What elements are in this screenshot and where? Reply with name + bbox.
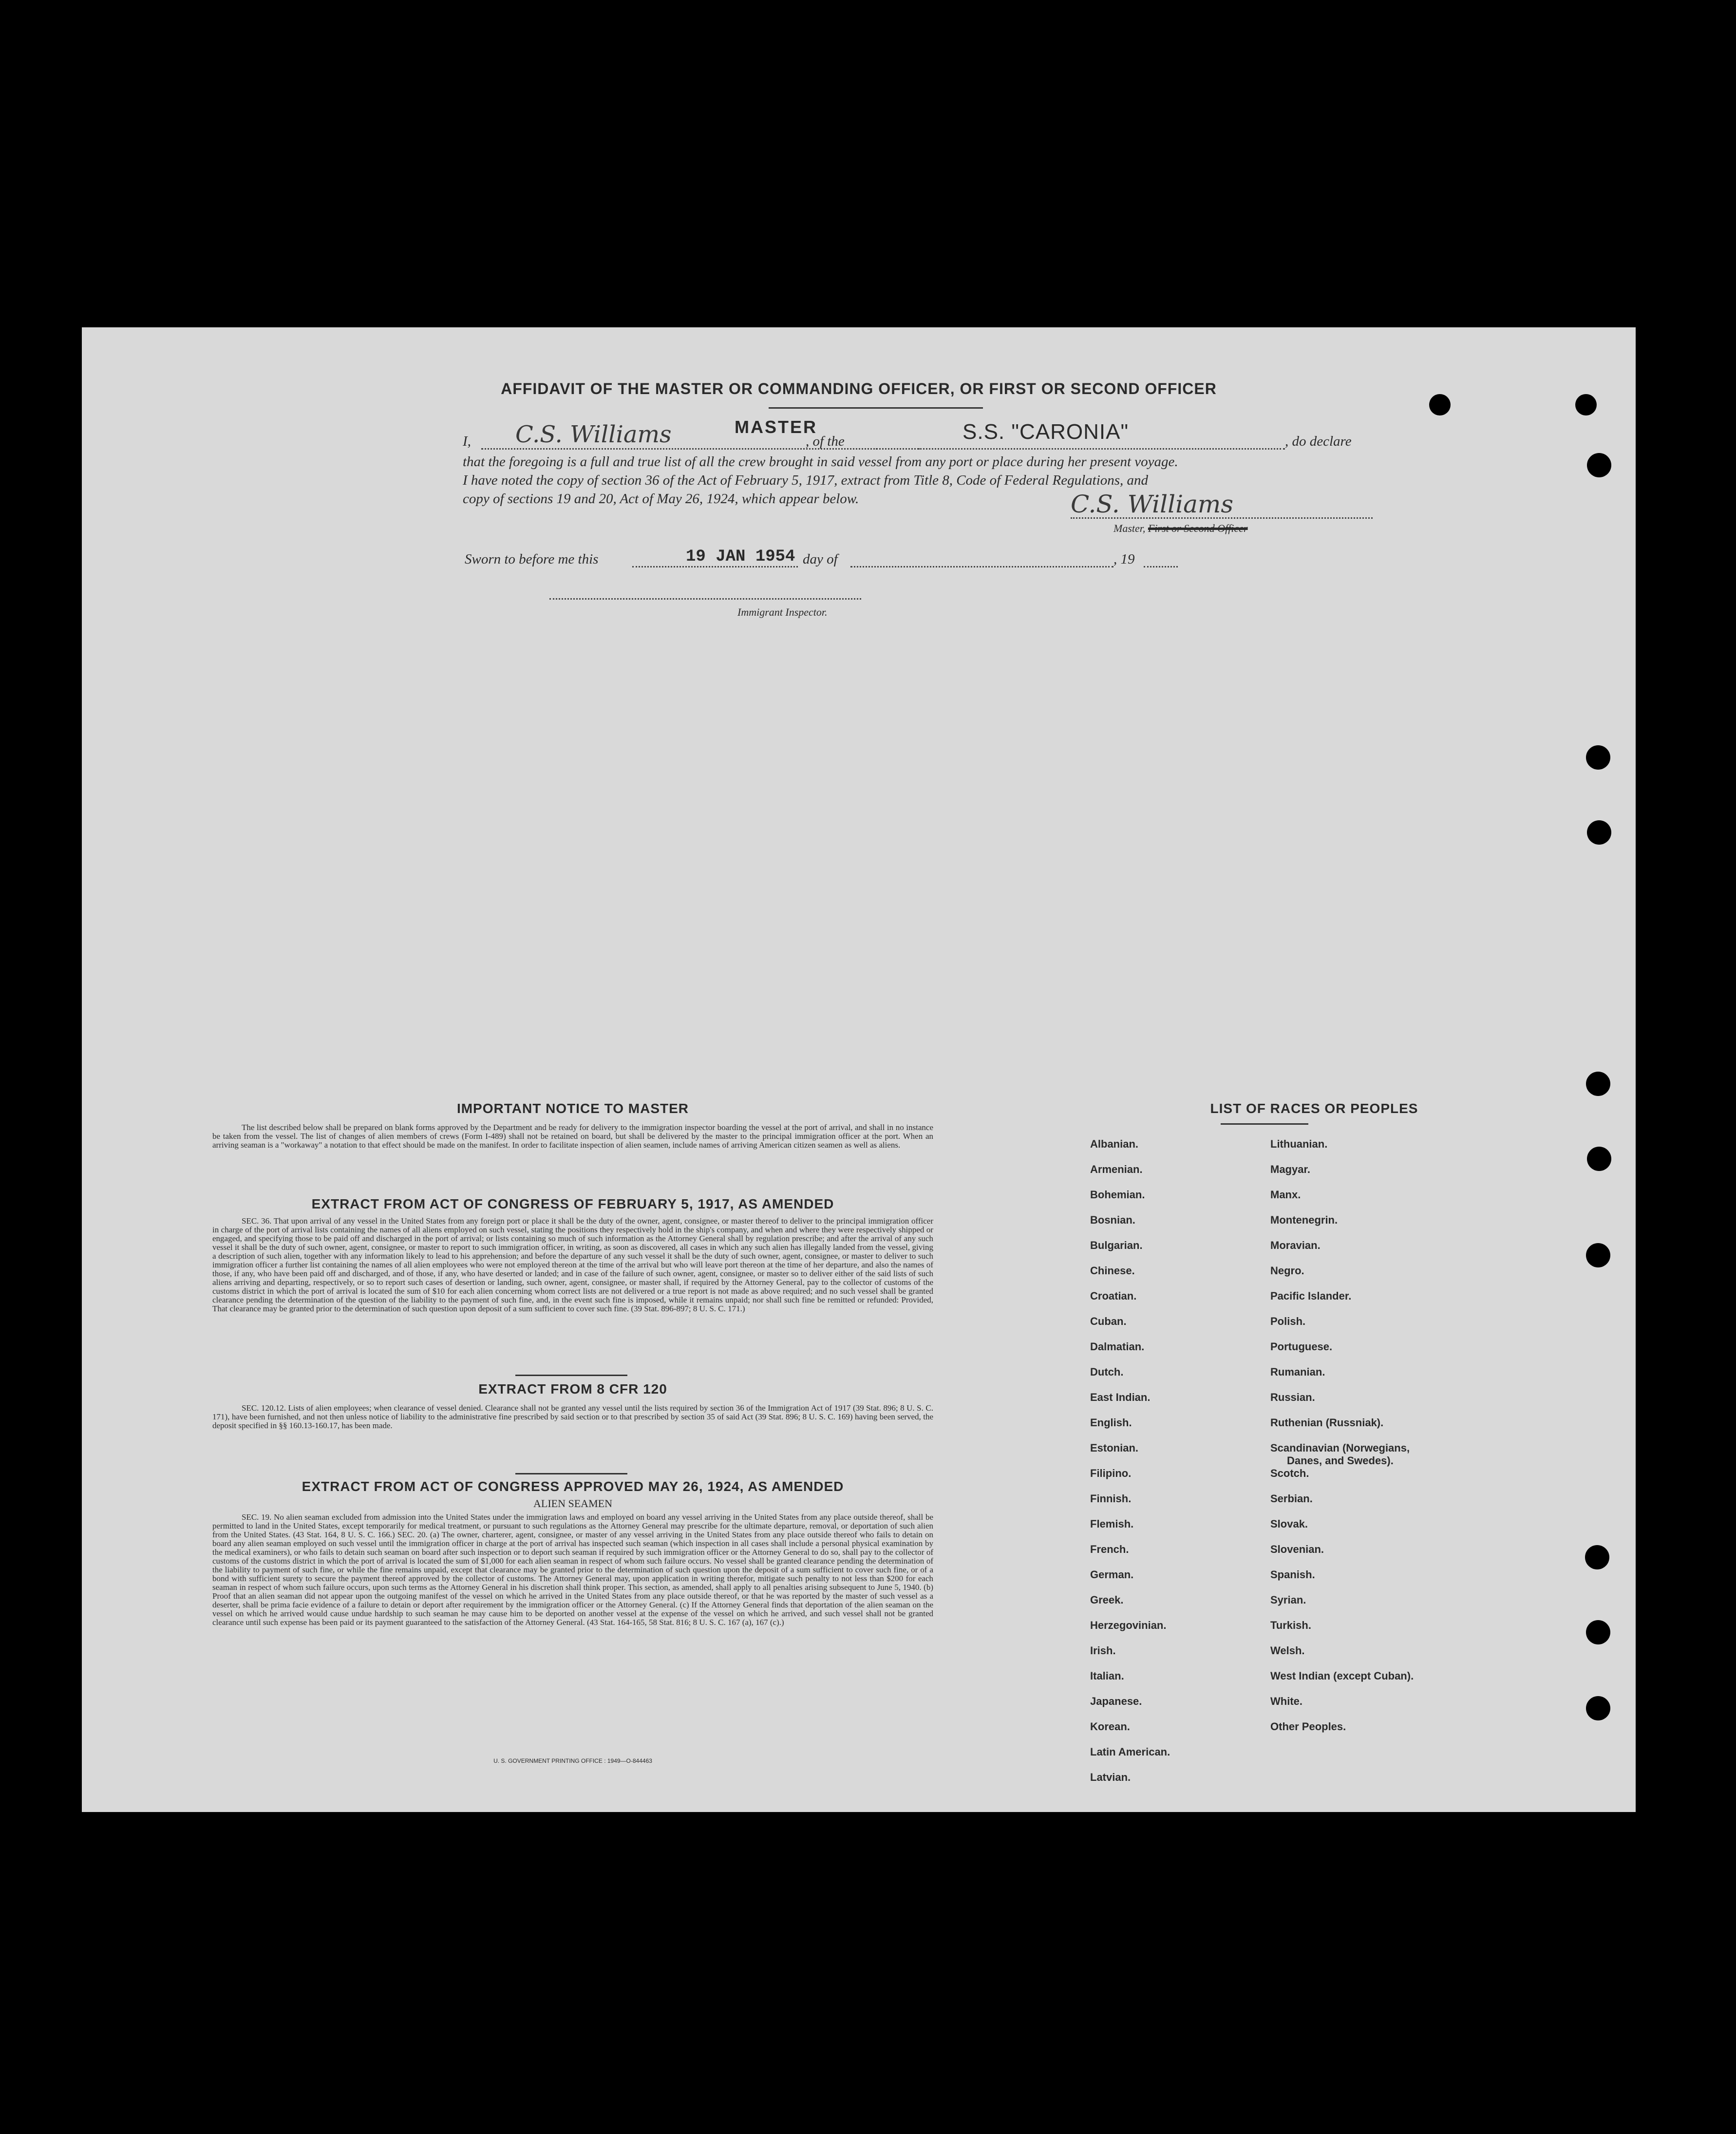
race-item: Japanese. xyxy=(1090,1695,1142,1707)
race-item: Rumanian. xyxy=(1270,1366,1325,1378)
signer-blank xyxy=(481,448,920,450)
race-item: French. xyxy=(1090,1543,1129,1555)
race-item: Russian. xyxy=(1270,1391,1315,1403)
vessel-name: S.S. "CARONIA" xyxy=(962,420,1129,444)
race-item: Portuguese. xyxy=(1270,1341,1333,1353)
inspector-caption: Immigrant Inspector. xyxy=(737,606,828,618)
race-item: Turkish. xyxy=(1270,1619,1311,1631)
race-item: West Indian (except Cuban). xyxy=(1270,1670,1414,1682)
races-title: LIST OF RACES OR PEOPLES xyxy=(1210,1101,1418,1116)
of-the-label: , of the xyxy=(806,434,845,449)
race-item: Estonian. xyxy=(1090,1442,1139,1454)
document-page xyxy=(82,327,1636,1812)
race-item: Moravian. xyxy=(1270,1239,1321,1251)
vessel-blank xyxy=(876,448,1285,450)
signer-handwritten: C.S. Williams xyxy=(515,421,672,448)
punch-hole xyxy=(1587,820,1611,845)
sworn-date-blank xyxy=(632,566,798,567)
extract-cfr-text: SEC. 120.12. Lists of alien employees; when clearance of vessel denied. Clearance shall not be granted any vessel until the lists required by section 36 of the Immigration Act of 1917 (39 Stat. 896; 8 U. S. C. 171), have been furnished, and not then unless notice of liability to the administrative fine prescribed by said section or to that prescribed by section 35 of said Act (39 Stat. 896; 8 U. S. C. 169) having been served, the deposit specified in §§ 160.13-160.17, has been made. xyxy=(212,1403,933,1430)
extract-1924-title: EXTRACT FROM ACT OF CONGRESS APPROVED MAY 26, 1924, AS AMENDED xyxy=(302,1479,844,1494)
race-item: Polish. xyxy=(1270,1315,1306,1327)
race-item: Filipino. xyxy=(1090,1467,1132,1479)
punch-hole xyxy=(1586,1696,1610,1720)
notice-text: The list described below shall be prepared on blank forms approved by the Department and be ready for delivery to the immigration inspector boarding the vessel at the port of arrival, and shall in no instance be taken from the vessel. The list of changes of alien members of crews (Form I-489) shall not be retained on board, but shall be delivered by the master to the principal immigration officer at the port. When an arriving seaman is a "workaway" a notation to that effect should be made on the manifest. In order to facilitate inspection of alien seamen, include names of arriving American citizen seamen as well as aliens. xyxy=(212,1123,933,1150)
race-item: Flemish. xyxy=(1090,1518,1134,1530)
sworn-date-stamp: 19 JAN 1954 xyxy=(686,548,795,566)
signature-line xyxy=(1071,517,1373,519)
punch-hole xyxy=(1586,1072,1610,1096)
race-item: Korean. xyxy=(1090,1720,1130,1733)
race-item: Ruthenian (Russniak). xyxy=(1270,1416,1384,1429)
race-item: Negro. xyxy=(1270,1265,1304,1277)
day-of-label: day of xyxy=(803,551,838,567)
affidavit-title: AFFIDAVIT OF THE MASTER OR COMMANDING OFFICER, OR FIRST OR SECOND OFFICER xyxy=(501,380,1217,397)
races-divider xyxy=(1221,1123,1308,1125)
rank-stamp: MASTER xyxy=(735,417,817,437)
race-item: German. xyxy=(1090,1568,1134,1581)
race-item: Latvian. xyxy=(1090,1771,1131,1783)
divider xyxy=(515,1473,627,1474)
punch-hole xyxy=(1586,1243,1610,1267)
race-item: Bosnian. xyxy=(1090,1214,1135,1226)
title-divider xyxy=(769,407,983,409)
month-blank xyxy=(850,566,1113,567)
race-item: Chinese. xyxy=(1090,1265,1135,1277)
race-item: Dutch. xyxy=(1090,1366,1124,1378)
punch-hole xyxy=(1586,745,1610,770)
affidavit-line4: copy of sections 19 and 20, Act of May 26, 1924, which appear below. xyxy=(463,491,859,507)
signature-caption xyxy=(1113,522,1248,535)
do-declare-label: , do declare xyxy=(1285,434,1352,449)
extract-1924-subtitle: ALIEN SEAMEN xyxy=(533,1497,612,1510)
race-item: Magyar. xyxy=(1270,1163,1310,1175)
race-item: Greek. xyxy=(1090,1594,1124,1606)
race-item: Croatian. xyxy=(1090,1290,1137,1302)
race-item: Slovenian. xyxy=(1270,1543,1324,1555)
divider xyxy=(515,1375,627,1376)
race-item: Lithuanian. xyxy=(1270,1138,1328,1150)
extract-1924-text: SEC. 19. No alien seaman excluded from admission into the United States under the immigration laws and employed on board any vessel arriving in the United States from any place outside thereof, shall be permitted to land in the United States, except temporarily for medical treatment, or pursuant to such regulations as the Attorney General may prescribe for the ultimate departure, removal, or deportation of such alien from the United States. (43 Stat. 164, 8 U. S. C. 166.) SEC. 20. (a) The owner, charterer, agent, consignee, or master of any vessel arriving in the United States from any place outside thereof who fails to detain on board any alien seaman employed on such vessel until the immigration officer in charge at the port of arrival has inspected such seaman (which inspection in all cases shall include a personal physical examination by the medical examiners), or who fails to detain such seaman on board after such inspection or to deport such seaman if required by such immigration officer or the Attorney General to do so, shall pay to the collector of customs of the customs district in which the port of arrival is located the sum of $1,000 for each alien seaman in respect of whom such failure occurs. No vessel shall be granted clearance pending the determination of the liability to payment of such fine, or while the fine remains unpaid, except that clearance may be granted prior to the determination of such question upon the deposit of a sum sufficient to cover such fine, or of a bond with sufficient surety to secure the payment thereof approved by the collector of customs. The Attorney General may, upon application in writing therefor, mitigate such penalty to not less than $200 for each seaman in respect of whom such failure occurs, upon such terms as the Attorney General in his discretion shall think proper. This section, as amended, shall apply to all penalties arising subsequent to June 5, 1940. (b) Proof that an alien seaman did not appear upon the outgoing manifest of the vessel on which he arrived in the United States from any place outside thereof, or that he was reported by the master of such vessel as a deserter, shall be prima facie evidence of a failure to detain or deport after requirement by the immigration officer or the Attorney General. (c) If the Attorney General finds that deportation of the alien seaman on the vessel on which he arrived would cause undue hardship to such seaman he may cause him to be deported on another vessel at the expense of the vessel on which he arrived, and such vessel shall not be granted clearance until such expense has been paid or its payment guaranteed to the satisfaction of the Attorney General. (43 Stat. 164-165, 58 Stat. 816; 8 U. S. C. 167 (a), 167 (c).) xyxy=(212,1512,933,1627)
signature-caption-struck: First or Second Officer xyxy=(1148,522,1248,534)
race-item: Slovak. xyxy=(1270,1518,1308,1530)
race-item: Latin American. xyxy=(1090,1746,1170,1758)
race-item: Dalmatian. xyxy=(1090,1341,1145,1353)
race-item: Cuban. xyxy=(1090,1315,1127,1327)
extract-cfr-title: EXTRACT FROM 8 CFR 120 xyxy=(478,1381,667,1397)
race-item: Serbian. xyxy=(1270,1492,1313,1505)
race-item: Danes, and Swedes). xyxy=(1287,1454,1394,1467)
race-item: Montenegrin. xyxy=(1270,1214,1338,1226)
notice-title: IMPORTANT NOTICE TO MASTER xyxy=(456,1101,689,1116)
punch-hole xyxy=(1587,453,1611,477)
race-item: Other Peoples. xyxy=(1270,1720,1346,1733)
race-item: Albanian. xyxy=(1090,1138,1139,1150)
punch-hole xyxy=(1586,1620,1610,1644)
race-item: Irish. xyxy=(1090,1644,1116,1657)
race-item: English. xyxy=(1090,1416,1132,1429)
extract-1917-text: SEC. 36. That upon arrival of any vessel in the United States from any foreign port or place it shall be the duty of the owner, agent, consignee, or master thereof to deliver to the principal immigration officer in charge of the port of arrival lists containing the names of all aliens employed on such vessel, stating the positions they respectively hold in the ship's company, and when and where they were respectively shipped or engaged, and specifying those to be paid off and discharged in the port of arrival; or lists containing so much of such information as the Attorney General shall by regulation prescribe; and after the arrival of any such vessel it shall be the duty of such owner, agent, consignee, or master to report to such immigration officer, in writing, as soon as discovered, all cases in which any such alien has illegally landed from the vessel, giving a description of such alien, together with any information likely to lead to his apprehension; and before the departure of any such vessel it shall be the duty of such owner, agent, consignee, or master to deliver to such immigration officer a further list containing the names of all alien employees who were not employed thereon at the time of the arrival but who will leave port thereon at the time of her departure, and also the names of those, if any, who have been paid off and discharged, and of those, if any, who have deserted or landed; and in case of the failure of such owner, agent, consignee, or master so to deliver either of the said lists of such aliens arriving and departing, respectively, or so to report such cases of desertion or landing, such owner, agent, consignee, or master shall, if required by the Attorney General, pay to the collector of customs of the customs district in which the port of arrival is located the sum of $10 for each alien concerning whom correct lists are not delivered or a true report is not made as above required; and no such vessel shall be granted clearance pending the determination of the question of the liability to the payment of such fine, and, in the event such fine is imposed, while it remains unpaid; nor shall such fine be remitted or refunded: Provided, That clearance may be granted prior to the determination of such question upon deposit of a sum sufficient to cover such fine. (39 Stat. 896-897; 8 U. S. C. 171.) xyxy=(212,1216,933,1313)
race-item: East Indian. xyxy=(1090,1391,1151,1403)
race-item: Scotch. xyxy=(1270,1467,1309,1479)
signature-caption-master: Master, xyxy=(1113,522,1148,534)
race-item: Bulgarian. xyxy=(1090,1239,1143,1251)
race-item: Finnish. xyxy=(1090,1492,1132,1505)
race-item: Manx. xyxy=(1270,1189,1301,1201)
race-item: Bohemian. xyxy=(1090,1189,1145,1201)
sworn-prefix: Sworn to before me this xyxy=(465,551,599,567)
race-item: Syrian. xyxy=(1270,1594,1306,1606)
race-item: Herzegovinian. xyxy=(1090,1619,1167,1631)
race-item: Pacific Islander. xyxy=(1270,1290,1352,1302)
punch-hole xyxy=(1587,1147,1611,1171)
inspector-signature-line xyxy=(549,598,861,600)
race-item: Scandinavian (Norwegians, xyxy=(1270,1442,1410,1454)
affidavit-line1-prefix: I, xyxy=(463,434,471,449)
race-item: Spanish. xyxy=(1270,1568,1315,1581)
affidavit-line2: that the foregoing is a full and true list of all the crew brought in said vessel from any port or place during her present voyage. xyxy=(463,454,1178,470)
race-item: Italian. xyxy=(1090,1670,1124,1682)
race-item: White. xyxy=(1270,1695,1302,1707)
master-signature: C.S. Williams xyxy=(1071,490,1233,518)
printer-imprint: U. S. GOVERNMENT PRINTING OFFICE : 1949—O-844463 xyxy=(493,1757,652,1764)
year-prefix: , 19 xyxy=(1113,551,1135,567)
affidavit-line3: I have noted the copy of section 36 of the Act of February 5, 1917, extract from Title 8, Code of Federal Regulations, and xyxy=(463,472,1149,488)
race-item: Welsh. xyxy=(1270,1644,1305,1657)
extract-1917-title: EXTRACT FROM ACT OF CONGRESS OF FEBRUARY 5, 1917, AS AMENDED xyxy=(311,1196,834,1211)
year-blank xyxy=(1144,566,1178,567)
race-item: Armenian. xyxy=(1090,1163,1143,1175)
punch-hole xyxy=(1585,1545,1609,1569)
